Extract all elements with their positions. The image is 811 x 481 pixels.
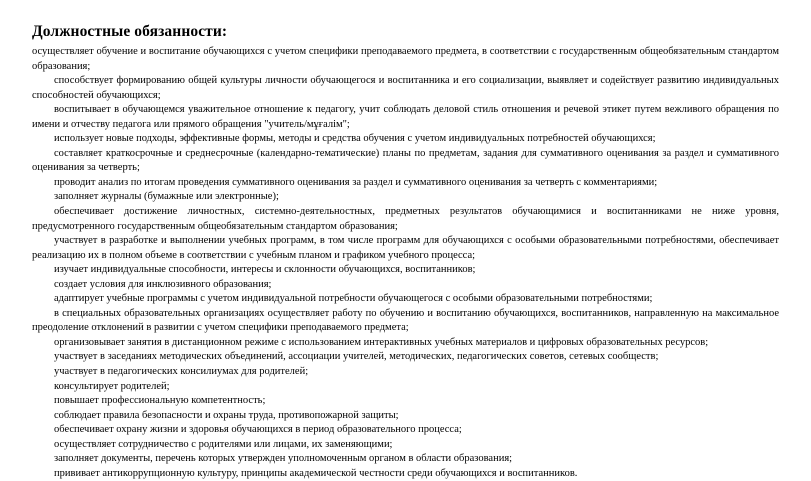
list-item: в специальных образовательных организациях осуществляет работу по обучению и воспитанию обучающихся, воспитанников, направленную на максимальное преодоление отклонений в развитии с учетом специфики преподаваемого предмета; [32,307,779,334]
list-item: использует новые подходы, эффективные формы, методы и средства обучения с учетом индивидуальных потребностей обучающихся; [54,133,656,145]
list-item: участвует в разработке и выполнении учебных программ, в том числе программ для обучающихся с особыми образовательными потребностями, обеспечивает реализацию их в полном объеме в соответствии с учебным планом и графиком учебного процесса; [32,235,779,261]
list-item: участвует в педагогических консилиумах для родителей; [54,366,309,378]
list-item: изучает индивидуальные способности, интересы и склонности обучающихся, воспитанников; [54,264,476,276]
list-item: способствует формированию общей культуры личности обучающегося и воспитанника и его социализации, выявляет и содействует развитию индивидуальных способностей обучающихся; [32,75,779,101]
list-item: создает условия для инклюзивного образования; [54,278,272,290]
list-item: проводит анализ по итогам проведения суммативного оценивания за раздел и суммативного оценивания за четверть с комментариями; [54,176,658,188]
list-item: соблюдает правила безопасности и охраны труда, противопожарной защиты; [54,409,399,421]
duties-list [32,45,779,481]
list-item: обеспечивает охрану жизни и здоровья обучающихся в период образовательного процесса; [54,424,462,436]
list-item: воспитывает в обучающемся уважительное отношение к педагогу, учит соблюдать деловой стиль отношения и речевой этикет путем вежливого обращения по имени и отчеству педагога или прямого обращения "учитель/мұғалім"; [32,104,779,130]
list-item: осуществляет сотрудничество с родителями или лицами, их заменяющими; [54,438,393,450]
list-item: заполняет документы, перечень которых утвержден уполномоченным органом в области образования; [54,453,513,465]
list-item: заполняет журналы (бумажные или электронные); [54,191,279,203]
list-item: участвует в заседаниях методических объединений, ассоциации учителей, методических, педагогических советов, сетевых сообществ; [54,351,659,363]
page-title: Должностные обязанности: [32,23,228,40]
list-item: консультирует родителей; [54,380,170,392]
list-item: организовывает занятия в дистанционном режиме с использованием интерактивных учебных материалов и цифровых образовательных ресурсов; [54,336,709,348]
list-item: прививает антикоррупционную культуру, принципы академической честности среди обучающихся и воспитанников. [54,467,578,479]
list-item: осуществляет обучение и воспитание обучающихся с учетом специфики преподаваемого предмета, в соответствии с государственным общеобязательным стандартом образования; [32,46,779,72]
list-item: адаптирует учебные программы с учетом индивидуальной потребности обучающегося с особыми образовательными потребностями; [54,293,653,305]
list-item: составляет краткосрочные и среднесрочные (календарно-тематические) планы по предметам, задания для суммативного оценивания за раздел и суммативного оценивания за четверть; [32,147,779,174]
list-item: обеспечивает достижение личностных, системно-деятельностных, предметных результатов обучающимися и воспитанниками не ниже уровня, предусмотренного государственным общеобязательным стандартом образования; [32,206,779,232]
list-item: повышает профессиональную компетентность; [54,395,266,407]
